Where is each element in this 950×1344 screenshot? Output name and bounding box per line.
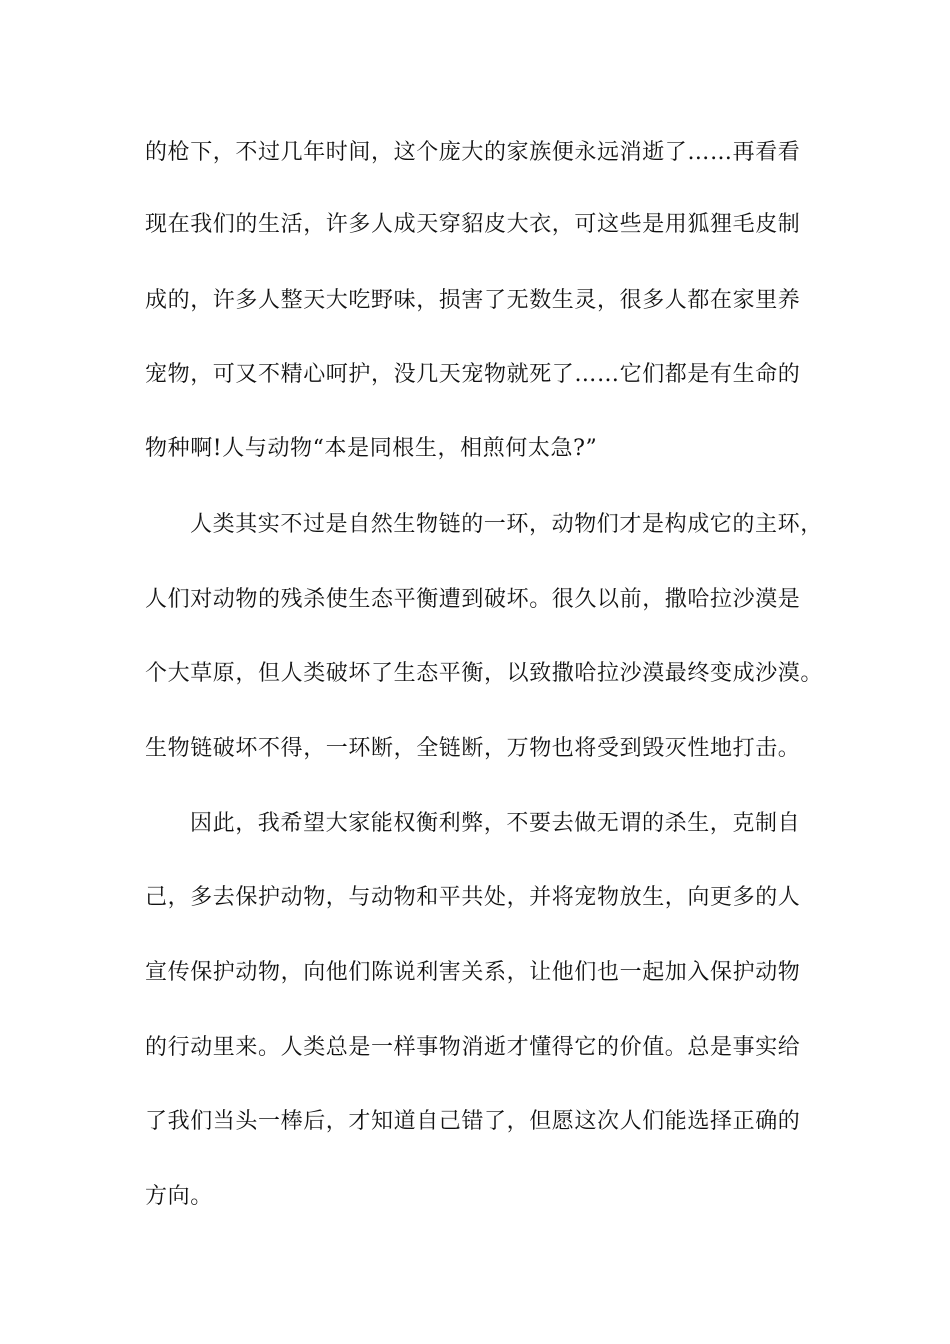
text-line: 物种啊!人与动物“本是同根生，相煎何太急?” xyxy=(145,436,598,461)
text-line: 了我们当头一棒后，才知道自己错了，但愿这次人们能选择正确的 xyxy=(145,1109,801,1134)
text-line: 现在我们的生活，许多人成天穿貂皮大衣，可这些是用狐狸毛皮制 xyxy=(145,212,801,237)
text-line: 宠物，可又不精心呵护，没几天宠物就死了……它们都是有生命的 xyxy=(145,362,801,387)
text-line: 己，多去保护动物，与动物和平共处，并将宠物放生，向更多的人 xyxy=(145,885,801,910)
text-line: 成的，许多人整天大吃野味，损害了无数生灵，很多人都在家里养 xyxy=(145,288,801,313)
text-line: 生物链破坏不得，一环断，全链断，万物也将受到毁灭性地打击。 xyxy=(145,736,801,761)
text-line: 方向。 xyxy=(145,1184,213,1209)
text-line: 个大草原，但人类破坏了生态平衡，以致撒哈拉沙漠最终变成沙漠。 xyxy=(145,661,824,686)
text-line: 的枪下，不过几年时间，这个庞大的家族便永远消逝了……再看看 xyxy=(145,140,801,165)
text-line: 宣传保护动物，向他们陈说利害关系，让他们也一起加入保护动物 xyxy=(145,960,801,985)
text-line: 的行动里来。人类总是一样事物消逝才懂得它的价值。总是事实给 xyxy=(145,1035,801,1060)
text-line: 人类其实不过是自然生物链的一环，动物们才是构成它的主环， xyxy=(190,512,823,537)
text-line: 人们对动物的残杀使生态平衡遭到破坏。很久以前，撒哈拉沙漠是 xyxy=(145,587,801,612)
text-line: 因此，我希望大家能权衡利弊，不要去做无谓的杀生，克制自 xyxy=(190,811,801,836)
